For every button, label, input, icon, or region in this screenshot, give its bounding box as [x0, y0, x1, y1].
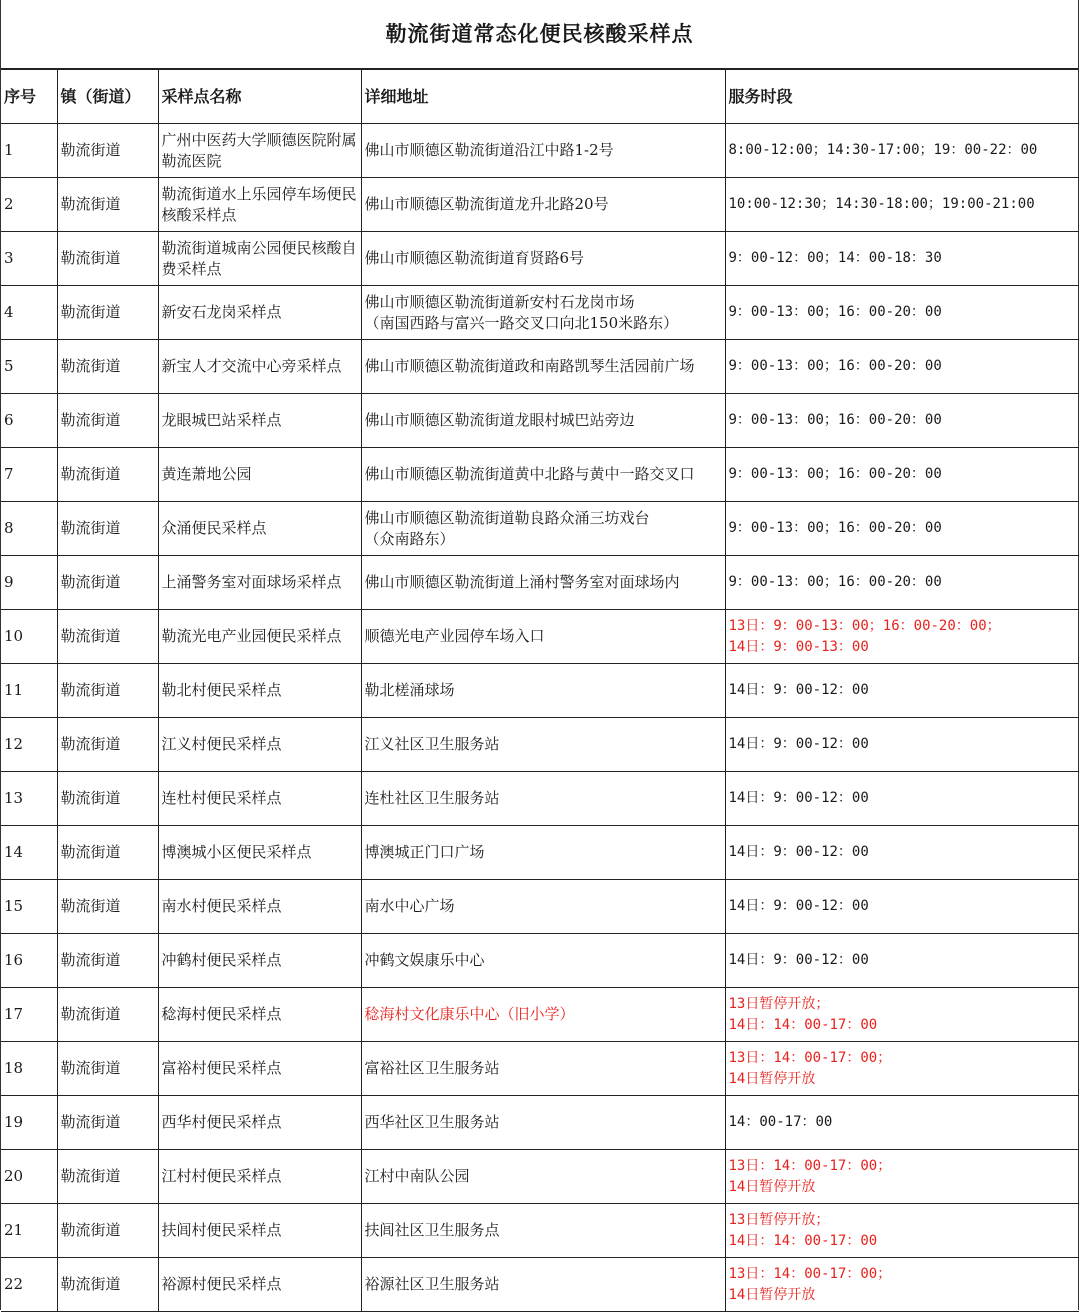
- cell-service-time: 9：00-13：00；16：00-20：00: [725, 394, 1079, 448]
- cell-line: （南国西路与富兴一路交叉口向北150米路东）: [364, 313, 679, 332]
- cell-line: 13日暂停开放；: [728, 1211, 830, 1228]
- table-row: [1, 1150, 1079, 1204]
- cell-line: （众南路东）: [364, 529, 455, 548]
- cell-site-name: 新宝人才交流中心旁采样点: [158, 340, 361, 394]
- cell-address: 佛山市顺德区勒流街道龙升北路20号: [361, 178, 725, 232]
- cell-service-time: [725, 610, 1079, 664]
- cell-site-name: 江义村便民采样点: [158, 718, 361, 772]
- cell-line: 14日暂停开放: [728, 1286, 816, 1303]
- table-row: [1, 448, 1079, 502]
- header-site-name: 采样点名称: [158, 70, 361, 124]
- header-address: 详细地址: [361, 70, 725, 124]
- cell-service-time: 14日：9：00-12：00: [725, 934, 1079, 988]
- cell-service-time: 14日：9：00-12：00: [725, 772, 1079, 826]
- sampling-sites-table: [1, 69, 1079, 1312]
- cell-line: 佛山市顺德区勒流街道新安村石龙岗市场: [364, 292, 635, 311]
- cell-service-time: [725, 1204, 1079, 1258]
- cell-service-time: 14：00-17：00: [725, 1096, 1079, 1150]
- cell-address: 扶闾社区卫生服务点: [361, 1204, 725, 1258]
- cell-service-time: 8:00-12:00；14:30-17:00；19：00-22：00: [725, 124, 1079, 178]
- header-no: 序号: [1, 70, 57, 124]
- cell-line: 14日暂停开放: [728, 1178, 816, 1195]
- cell-no: 21: [1, 1204, 57, 1258]
- cell-site-name: 富裕村便民采样点: [158, 1042, 361, 1096]
- header-service-time: 服务时段: [725, 70, 1079, 124]
- cell-address: 冲鹤文娱康乐中心: [361, 934, 725, 988]
- cell-town: 勒流街道: [57, 934, 158, 988]
- cell-line: 14日：14：00-17：00: [728, 1016, 878, 1033]
- cell-no: 9: [1, 556, 57, 610]
- cell-site-name: 勒流街道水上乐园停车场便民核酸采样点: [158, 178, 361, 232]
- table-row: [1, 988, 1079, 1042]
- cell-no: 1: [1, 124, 57, 178]
- table-row: [1, 232, 1079, 286]
- cell-service-time: [725, 1150, 1079, 1204]
- cell-site-name: 勒流光电产业园便民采样点: [158, 610, 361, 664]
- cell-line: 13日：14：00-17：00；: [728, 1265, 892, 1282]
- cell-site-name: 连杜村便民采样点: [158, 772, 361, 826]
- table-row: [1, 502, 1079, 556]
- cell-address: 裕源社区卫生服务站: [361, 1258, 725, 1312]
- cell-no: 5: [1, 340, 57, 394]
- cell-address: 江义社区卫生服务站: [361, 718, 725, 772]
- cell-line: 14日：14：00-17：00: [728, 1232, 878, 1249]
- cell-no: 4: [1, 286, 57, 340]
- table-body: [1, 124, 1079, 1312]
- cell-site-name: 稔海村便民采样点: [158, 988, 361, 1042]
- cell-service-time: 9：00-13：00；16：00-20：00: [725, 502, 1079, 556]
- cell-address: 佛山市顺德区勒流街道沿江中路1-2号: [361, 124, 725, 178]
- table-row: [1, 610, 1079, 664]
- cell-town: 勒流街道: [57, 718, 158, 772]
- table-row: [1, 826, 1079, 880]
- cell-no: 17: [1, 988, 57, 1042]
- cell-address: 南水中心广场: [361, 880, 725, 934]
- cell-line: 13日：9：00-13：00；16：00-20：00；: [728, 617, 1001, 634]
- cell-service-time: 9：00-13：00；16：00-20：00: [725, 286, 1079, 340]
- table-row: [1, 286, 1079, 340]
- cell-town: 勒流街道: [57, 664, 158, 718]
- cell-town: 勒流街道: [57, 286, 158, 340]
- table-row: [1, 934, 1079, 988]
- cell-line: 佛山市顺德区勒流街道勒良路众涌三坊戏台: [364, 508, 650, 527]
- cell-address: 富裕社区卫生服务站: [361, 1042, 725, 1096]
- cell-town: 勒流街道: [57, 232, 158, 286]
- cell-town: 勒流街道: [57, 1150, 158, 1204]
- cell-service-time: [725, 1042, 1079, 1096]
- cell-site-name: 江村村便民采样点: [158, 1150, 361, 1204]
- cell-town: 勒流街道: [57, 502, 158, 556]
- cell-town: 勒流街道: [57, 340, 158, 394]
- page-title: 勒流街道常态化便民核酸采样点: [1, 0, 1078, 69]
- cell-address: 稔海村文化康乐中心（旧小学）: [361, 988, 725, 1042]
- cell-service-time: 9：00-13：00；16：00-20：00: [725, 448, 1079, 502]
- cell-address: 顺德光电产业园停车场入口: [361, 610, 725, 664]
- cell-service-time: 14日：9：00-12：00: [725, 826, 1079, 880]
- table-row: [1, 1096, 1079, 1150]
- cell-address: 佛山市顺德区勒流街道黄中北路与黄中一路交叉口: [361, 448, 725, 502]
- cell-site-name: 上涌警务室对面球场采样点: [158, 556, 361, 610]
- cell-site-name: 众涌便民采样点: [158, 502, 361, 556]
- cell-service-time: 14日：9：00-12：00: [725, 664, 1079, 718]
- cell-town: 勒流街道: [57, 124, 158, 178]
- cell-town: 勒流街道: [57, 1042, 158, 1096]
- cell-no: 16: [1, 934, 57, 988]
- cell-site-name: 冲鹤村便民采样点: [158, 934, 361, 988]
- cell-address: 连杜社区卫生服务站: [361, 772, 725, 826]
- cell-town: 勒流街道: [57, 1204, 158, 1258]
- cell-town: 勒流街道: [57, 826, 158, 880]
- table-row: [1, 664, 1079, 718]
- cell-no: 2: [1, 178, 57, 232]
- table-row: [1, 124, 1079, 178]
- cell-town: 勒流街道: [57, 1096, 158, 1150]
- cell-no: 11: [1, 664, 57, 718]
- cell-town: 勒流街道: [57, 772, 158, 826]
- cell-service-time: 9：00-13：00；16：00-20：00: [725, 340, 1079, 394]
- cell-town: 勒流街道: [57, 610, 158, 664]
- cell-site-name: 勒北村便民采样点: [158, 664, 361, 718]
- cell-address: [361, 502, 725, 556]
- table-row: [1, 178, 1079, 232]
- table-row: [1, 340, 1079, 394]
- cell-address: 西华社区卫生服务站: [361, 1096, 725, 1150]
- cell-service-time: 14日：9：00-12：00: [725, 718, 1079, 772]
- cell-no: 10: [1, 610, 57, 664]
- cell-address: 博澳城正门口广场: [361, 826, 725, 880]
- cell-line: 13日暂停开放；: [728, 995, 830, 1012]
- cell-town: 勒流街道: [57, 178, 158, 232]
- cell-no: 15: [1, 880, 57, 934]
- cell-site-name: 裕源村便民采样点: [158, 1258, 361, 1312]
- table-row: [1, 556, 1079, 610]
- cell-line: 13日：14：00-17：00；: [728, 1049, 892, 1066]
- cell-no: 6: [1, 394, 57, 448]
- header-row: [1, 70, 1079, 124]
- table-row: [1, 880, 1079, 934]
- cell-line: 14日暂停开放: [728, 1070, 816, 1087]
- cell-service-time: 9：00-12：00；14：00-18：30: [725, 232, 1079, 286]
- cell-service-time: 14日：9：00-12：00: [725, 880, 1079, 934]
- cell-address: [361, 286, 725, 340]
- cell-service-time: [725, 988, 1079, 1042]
- cell-service-time: 10:00-12:30；14:30-18:00；19:00-21:00: [725, 178, 1079, 232]
- cell-no: 12: [1, 718, 57, 772]
- cell-site-name: 南水村便民采样点: [158, 880, 361, 934]
- cell-town: 勒流街道: [57, 394, 158, 448]
- cell-site-name: 博澳城小区便民采样点: [158, 826, 361, 880]
- cell-site-name: 扶闾村便民采样点: [158, 1204, 361, 1258]
- cell-no: 22: [1, 1258, 57, 1312]
- cell-address: 佛山市顺德区勒流街道政和南路凯琴生活园前广场: [361, 340, 725, 394]
- cell-line: 13日：14：00-17：00；: [728, 1157, 892, 1174]
- cell-line: 14日：9：00-13：00: [728, 638, 869, 655]
- cell-address: 佛山市顺德区勒流街道育贤路6号: [361, 232, 725, 286]
- cell-service-time: [725, 1258, 1079, 1312]
- cell-town: 勒流街道: [57, 880, 158, 934]
- table-row: [1, 718, 1079, 772]
- table-row: [1, 394, 1079, 448]
- table-row: [1, 1258, 1079, 1312]
- cell-no: 19: [1, 1096, 57, 1150]
- cell-address: 佛山市顺德区勒流街道龙眼村城巴站旁边: [361, 394, 725, 448]
- cell-town: 勒流街道: [57, 556, 158, 610]
- cell-site-name: 广州中医药大学顺德医院附属勒流医院: [158, 124, 361, 178]
- cell-service-time: 9：00-13：00；16：00-20：00: [725, 556, 1079, 610]
- header-town: 镇（街道）: [57, 70, 158, 124]
- table-row: [1, 1042, 1079, 1096]
- cell-no: 3: [1, 232, 57, 286]
- table-row: [1, 772, 1079, 826]
- cell-no: 13: [1, 772, 57, 826]
- cell-site-name: 新安石龙岗采样点: [158, 286, 361, 340]
- cell-town: 勒流街道: [57, 988, 158, 1042]
- cell-no: 18: [1, 1042, 57, 1096]
- cell-address: 佛山市顺德区勒流街道上涌村警务室对面球场内: [361, 556, 725, 610]
- table-row: [1, 1204, 1079, 1258]
- cell-site-name: 勒流街道城南公园便民核酸自费采样点: [158, 232, 361, 286]
- cell-no: 7: [1, 448, 57, 502]
- cell-town: 勒流街道: [57, 448, 158, 502]
- cell-site-name: 龙眼城巴站采样点: [158, 394, 361, 448]
- cell-no: 14: [1, 826, 57, 880]
- cell-site-name: 西华村便民采样点: [158, 1096, 361, 1150]
- cell-site-name: 黄连萧地公园: [158, 448, 361, 502]
- cell-address: 江村中南队公园: [361, 1150, 725, 1204]
- cell-address: 勒北槎涌球场: [361, 664, 725, 718]
- cell-no: 8: [1, 502, 57, 556]
- cell-town: 勒流街道: [57, 1258, 158, 1312]
- cell-no: 20: [1, 1150, 57, 1204]
